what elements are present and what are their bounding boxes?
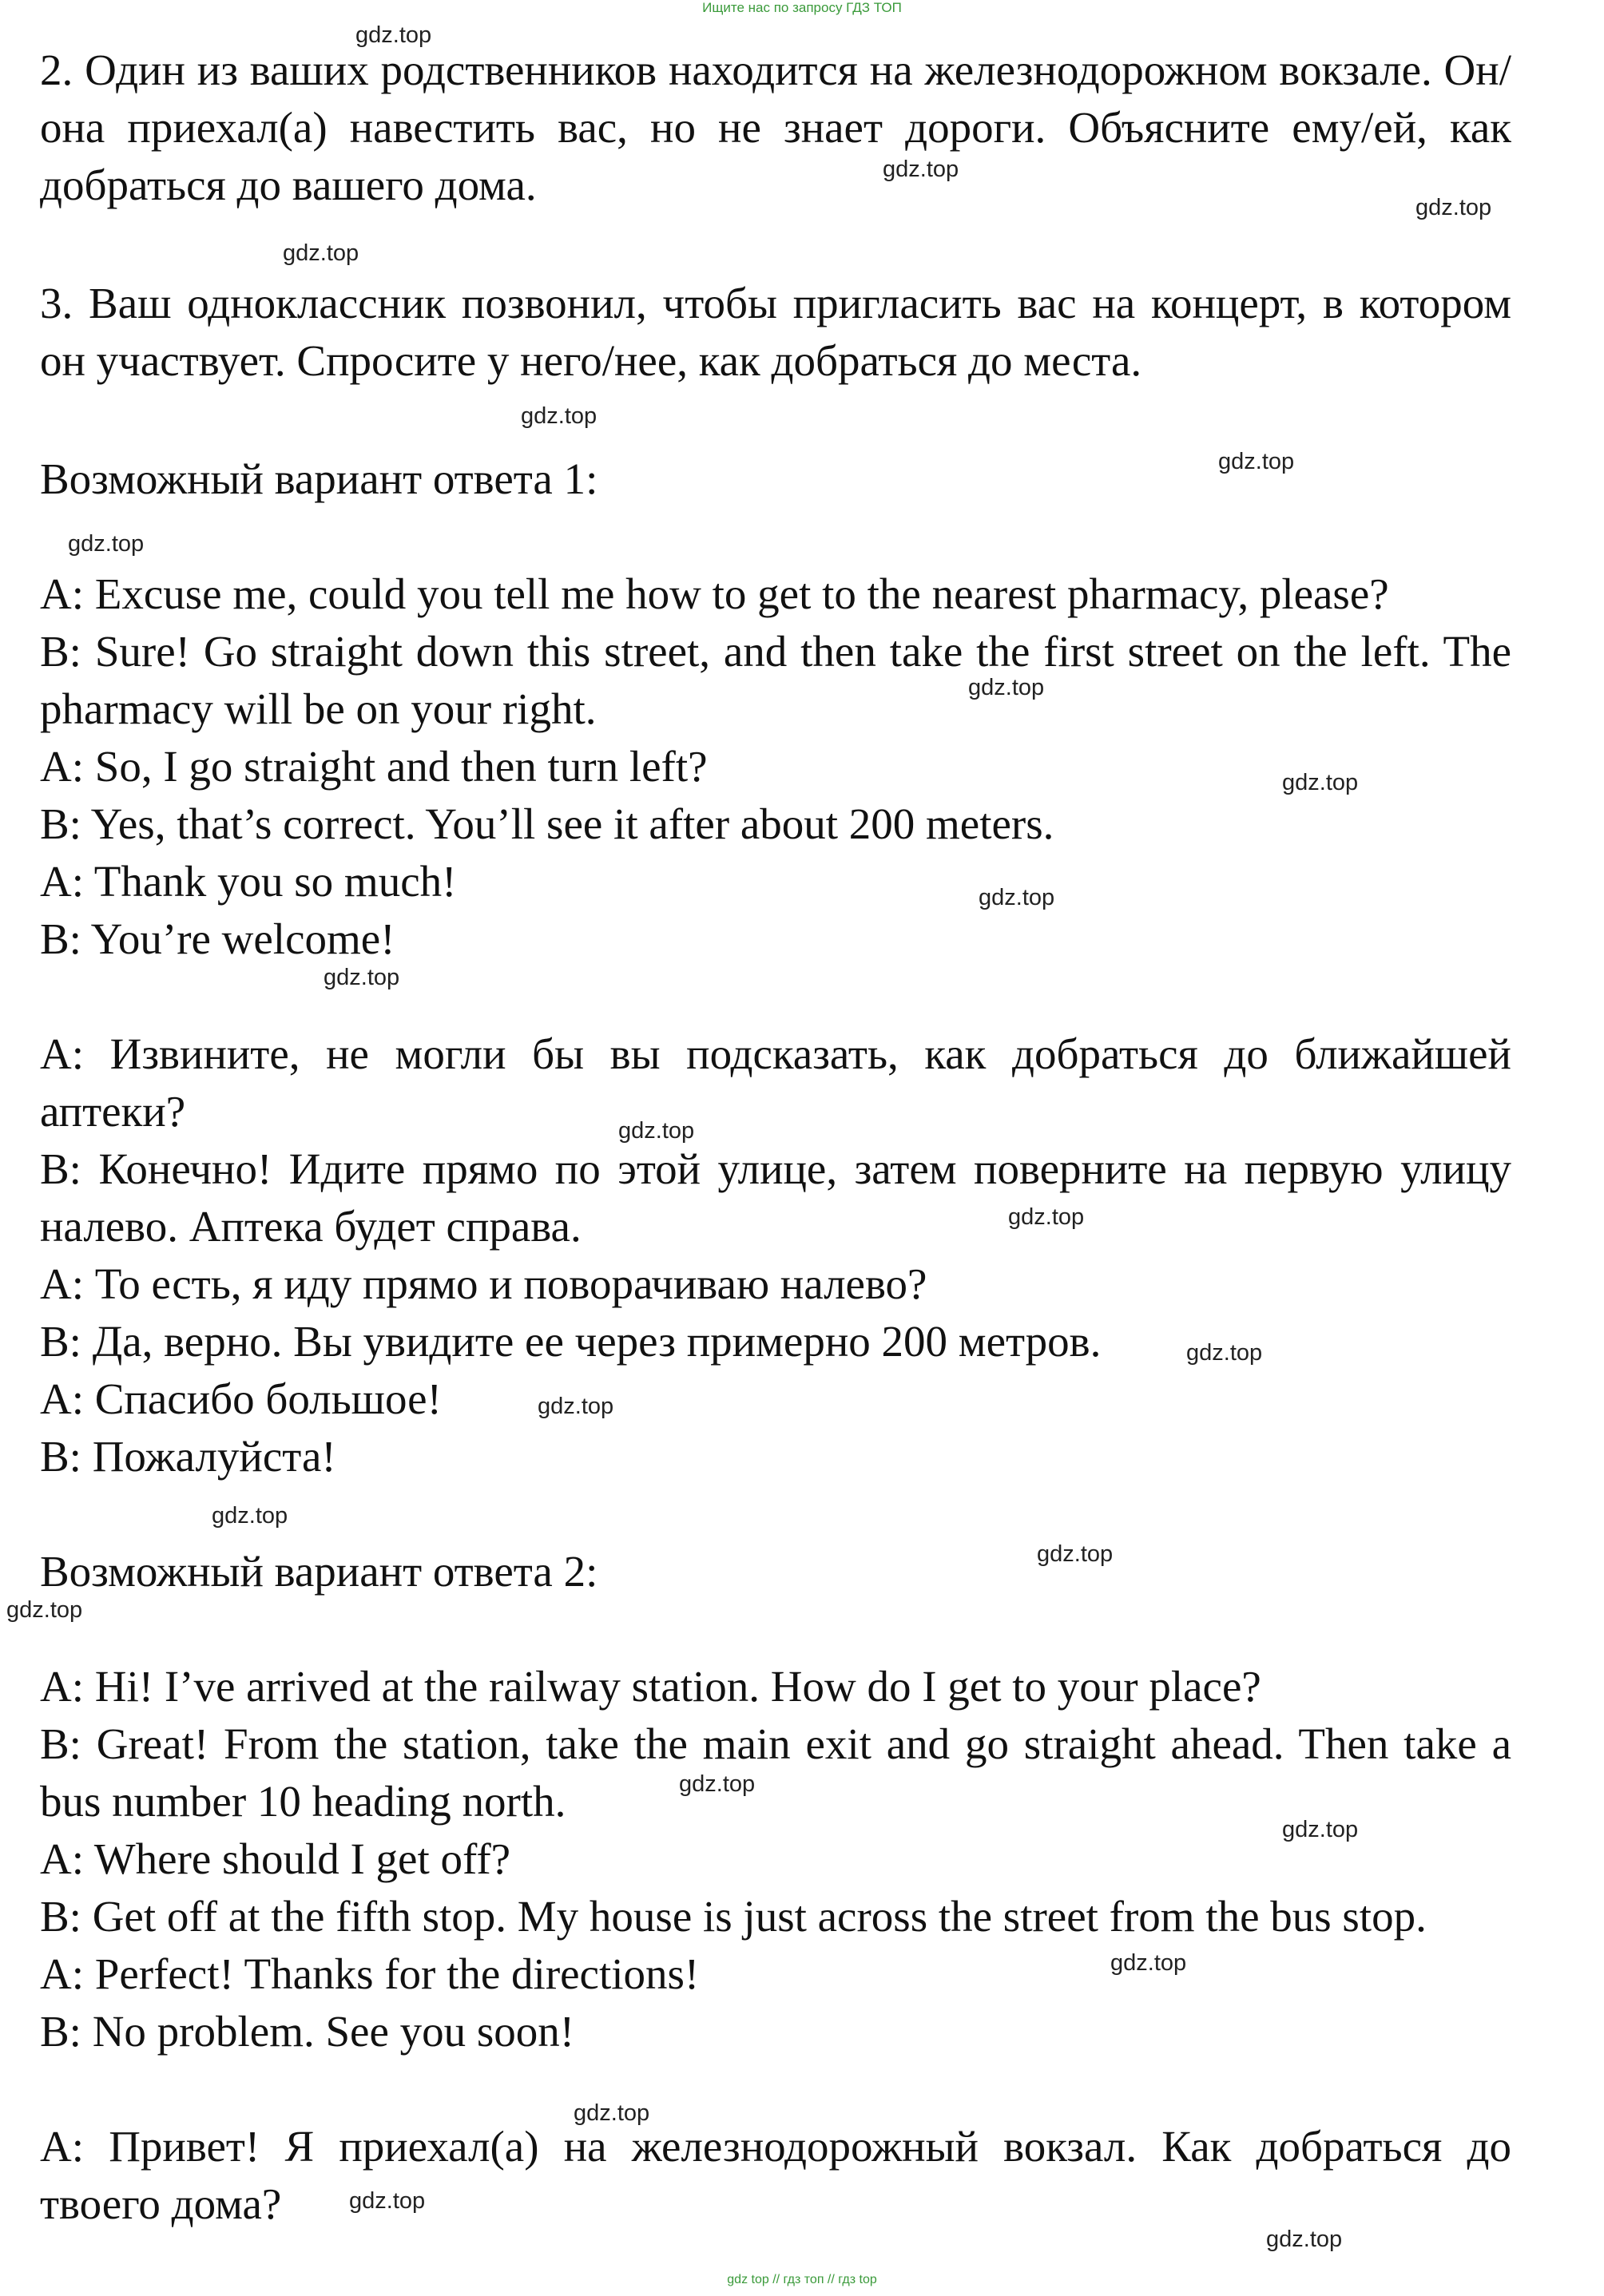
watermark: gdz.top [355, 22, 432, 48]
watermark: gdz.top [521, 403, 598, 429]
answer-1-heading: Возможный вариант ответа 1: [40, 454, 598, 503]
dialog-line: B: Sure! Go straight down this street, and then take the first street on the left. The pharmacy will be on your right. [40, 627, 1511, 733]
dialog-line: А: То есть, я иду прямо и поворачиваю налево? [40, 1259, 927, 1308]
watermark: gdz.top [618, 1118, 695, 1144]
watermark: gdz.top [1037, 1541, 1114, 1567]
answer-2-heading: Возможный вариант ответа 2: [40, 1547, 598, 1596]
watermark: gdz.top [968, 675, 1045, 700]
watermark: gdz.top [679, 1771, 756, 1797]
watermark: gdz.top [1282, 1817, 1359, 1842]
watermark: gdz.top [1008, 1204, 1085, 1230]
watermark: gdz.top [1110, 1950, 1187, 1976]
dialog-line: B: Get off at the fifth stop. My house is just across the street from the bus stop. [40, 1892, 1427, 1941]
watermark: gdz.top [1218, 449, 1295, 474]
search-banner[interactable]: Ищите нас по запросу ГДЗ ТОП [702, 0, 902, 15]
watermark: gdz.top [68, 531, 145, 557]
task-3-text: 3. Ваш одноклассник позвонил, чтобы пригласить вас на концерт, в котором он участвует. Спросите у него/нее, как добраться до места. [40, 279, 1511, 385]
footer-links[interactable]: gdz top // гдз топ // гдз top [727, 2273, 877, 2286]
watermark: gdz.top [1282, 770, 1359, 795]
dialog-line: A: Perfect! Thanks for the directions! [40, 1949, 700, 1998]
dialog-line: В: Да, верно. Вы увидите ее через примерно 200 метров. [40, 1317, 1102, 1366]
watermark: gdz.top [538, 1394, 614, 1419]
dialog-line: B: You’re welcome! [40, 914, 395, 963]
watermark: gdz.top [883, 157, 959, 182]
watermark: gdz.top [6, 1597, 83, 1623]
dialog-line: A: Hi! I’ve arrived at the railway station. How do I get to your place? [40, 1662, 1261, 1711]
dialog-line: A: Where should I get off? [40, 1834, 511, 1883]
watermark: gdz.top [979, 885, 1055, 910]
watermark: gdz.top [283, 240, 359, 266]
watermark: gdz.top [212, 1503, 288, 1529]
document-content [40, 42, 1511, 2233]
watermark: gdz.top [1266, 2227, 1343, 2252]
watermark: gdz.top [1186, 1340, 1263, 1366]
watermark: gdz.top [574, 2100, 650, 2126]
dialog-line: B: Yes, that’s correct. You’ll see it after about 200 meters. [40, 799, 1054, 848]
dialog-line: А: Извините, не могли бы вы подсказать, как добраться до ближайшей аптеки? [40, 1029, 1511, 1136]
watermark: gdz.top [349, 2188, 426, 2214]
dialog-line: B: Great! From the station, take the main exit and go straight ahead. Then take a bus number 10 heading north. [40, 1719, 1511, 1826]
dialog-line: A: Excuse me, could you tell me how to get to the nearest pharmacy, please? [40, 569, 1389, 618]
dialog-line: А: Привет! Я приехал(а) на железнодорожный вокзал. Как добраться до твоего дома? [40, 2122, 1511, 2228]
watermark: gdz.top [1415, 195, 1492, 220]
dialog-line: В: Конечно! Идите прямо по этой улице, затем поверните на первую улицу налево. Аптека будет справа. [40, 1144, 1511, 1251]
dialog-line: B: No problem. See you soon! [40, 2007, 575, 2056]
dialog-line: A: Thank you so much! [40, 857, 457, 906]
dialog-line: A: So, I go straight and then turn left? [40, 742, 708, 791]
dialog-line: А: Спасибо большое! [40, 1374, 442, 1423]
dialog-line: В: Пожалуйста! [40, 1432, 336, 1481]
task-2-text: 2. Один из ваших родственников находится на железнодорожном вокзале. Он/она приехал(а) навестить вас, но не знает дороги. Объясните ему/ей, как добраться до вашего дома. [40, 46, 1511, 209]
watermark: gdz.top [324, 965, 400, 990]
